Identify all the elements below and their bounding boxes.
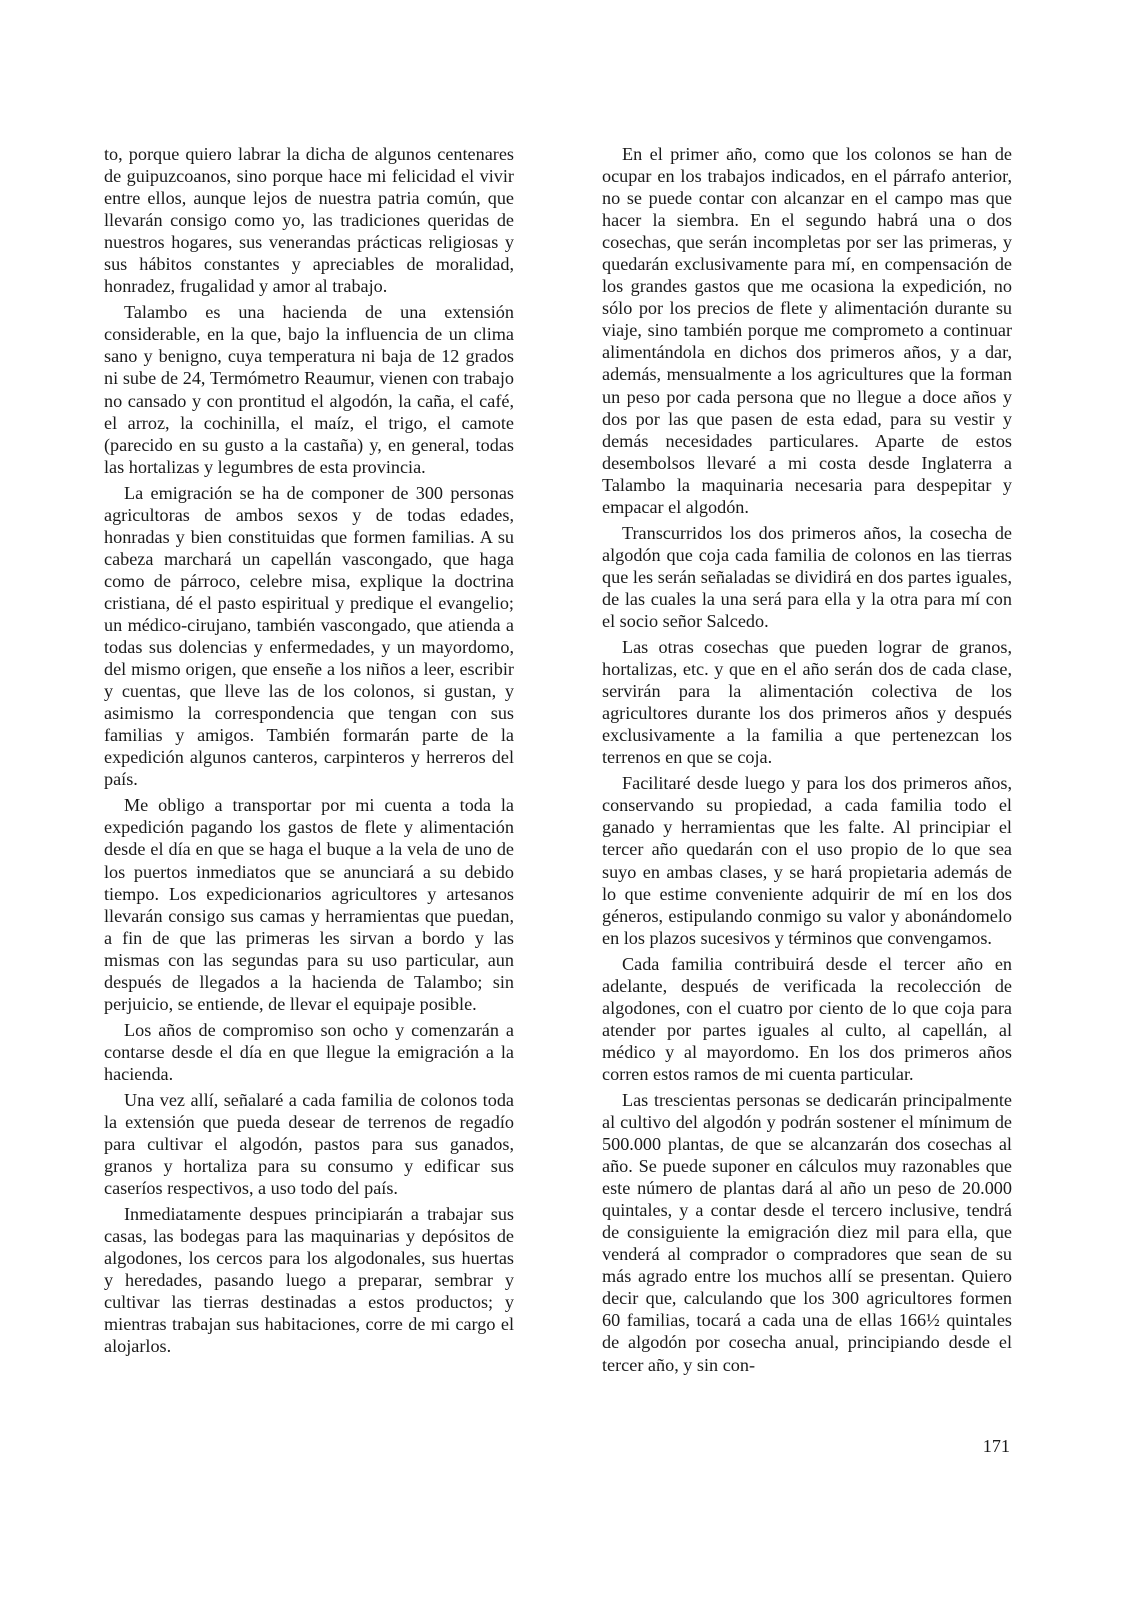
paragraph: Los años de compromiso son ocho y comenzarán a contarse desde el día en que llegue la emigración a la hacienda. <box>104 1019 514 1084</box>
paragraph: La emigración se ha de componer de 300 personas agricultoras de ambos sexos y de todas edades, honradas y bien constituidas que formen familias. A su cabeza marchará un capellán vascongado, que haga como de párroco, celebre misa, explique la doctrina cristiana, dé el pasto espiritual y predique el evangelio; un médico-cirujano, también vascongado, que atienda a todas sus dolencias y enfermedades, y un mayordomo, del mismo origen, que enseñe a los niños a leer, escribir y cuentas, que lleve las de los colonos, si gustan, y asimismo la correspondencia que tengan con sus familias y amigos. También formarán parte de la expedición algunos canteros, carpinteros y herreros del país. <box>104 482 514 790</box>
left-column <box>104 143 514 1362</box>
paragraph: Facilitaré desde luego y para los dos primeros años, conservando su propiedad, a cada familia todo el ganado y herramientas que les falte. Al principiar el tercer año quedarán con el uso propio de lo que sea suyo en ambas clases, y se hará propietaria además de lo que estime conveniente adquirir de mí en los dos géneros, estipulando conmigo su valor y abonándomelo en los plazos sucesivos y términos que convengamos. <box>602 773 1012 948</box>
paragraph: to, porque quiero labrar la dicha de algunos centenares de guipuzcoanos, sino porque hace mi felicidad el vivir entre ellos, aunque lejos de nuestra patria común, que llevarán consigo como yo, las tradiciones queridas de nuestros hogares, sus venerandas prácticas religiosas y sus hábitos constantes y apreciables de moralidad, honradez, frugalidad y amor al trabajo. <box>104 144 514 297</box>
paragraph: Transcurridos los dos primeros años, la cosecha de algodón que coja cada familia de colonos en las tierras que les serán señaladas se dividirá en dos partes iguales, de las cuales la una será para ella y la otra para mí con el socio señor Salcedo. <box>602 522 1012 631</box>
paragraph: Cada familia contribuirá desde el tercer año en adelante, después de verificada la recolección de algodones, con el cuatro por ciento de lo que coja para atender por partes iguales al culto, al capellán, al médico y al mayordomo. En los dos primeros años corren estos ramos de mi cuenta particular. <box>602 953 1012 1084</box>
paragraph: Talambo es una hacienda de una extensión considerable, en la que, bajo la influencia de un clima sano y benigno, cuya temperatura ni baja de 12 grados ni sube de 24, Termómetro Reaumur, vienen con trabajo no cansado y con prontitud el algodón, la caña, el café, el arroz, la cochinilla, el maíz, el trigo, el camote (parecido en su gusto a la castaña) y, en general, todas las hortalizas y legumbres de esta provincia. <box>104 302 514 477</box>
paragraph: Me obligo a transportar por mi cuenta a toda la expedición pagando los gastos de flete y alimentación desde el día en que se haga el buque a la vela de uno de los puertos inmediatos que se anunciará a su debido tiempo. Los expedicionarios agricultores y artesanos llevarán consigo sus camas y herramientas que puedan, a fin de que las primeras les sirvan a bordo y las mismas con las segundas para su uso particular, aun después de llegados a la hacienda de Talambo; sin perjuicio, se entiende, de llevar el equipaje posible. <box>104 795 514 1014</box>
paragraph: Una vez allí, señalaré a cada familia de colonos toda la extensión que pueda desear de terrenos de regadío para cultivar el algodón, pastos para sus ganados, granos y hortaliza para su consumo y edificar sus caseríos respectivos, a uso todo del país. <box>104 1089 514 1199</box>
paragraph: Las otras cosechas que pueden lograr de granos, hortalizas, etc. y que en el año serán dos de cada clase, servirán para la alimentación colectiva de los agricultores durante los dos primeros años y después exclusivamente a la familia a que pertenezcan los terrenos en que se coja. <box>602 637 1012 768</box>
right-column <box>602 143 1012 1380</box>
paragraph: Inmediatamente despues principiarán a trabajar sus casas, las bodegas para las maquinarias y depósitos de algodones, los cercos para los algodonales, sus huertas y heredades, pasando luego a preparar, sembrar y cultivar las tierras destinadas a estos productos; y mientras trabajan sus habitaciones, corre de mi cargo el alojarlos. <box>104 1204 514 1357</box>
paragraph: Las trescientas personas se dedicarán principalmente al cultivo del algodón y podrán sostener el mínimum de 500.000 plantas, de que se alcanzarán dos cosechas al año. Se puede suponer en cálculos muy razonables que este número de plantas dará al año un peso de 20.000 quintales, y a contar desde el tercero inclusive, tendrá de consiguiente la emigración diez mil para ella, que venderá al comprador o compradores que sean de su más agrado entre los muchos allí se presentan. Quiero decir que, calculando que los 300 agricultores formen 60 familias, tocará a cada una de ellas 166½ quintales de algodón por cosecha anual, principiando desde el tercer año, y sin con- <box>602 1089 1012 1375</box>
paragraph: En el primer año, como que los colonos se han de ocupar en los trabajos indicados, en el párrafo anterior, no se puede contar con alcanzar en el campo mas que hacer la siembra. En el segundo habrá una o dos cosechas, que serán incompletas por ser las primeras, y quedarán exclusivamente para mí, en compensación de los grandes gastos que me ocasiona la expedición, no sólo por los precios de flete y alimentación durante su viaje, sino también porque me comprometo a continuar alimentándola en dichos dos primeros años, y a dar, además, mensualmente a los agricultures que la forman un peso por cada persona que no llegue a doce años y dos por las que pasen de esta edad, para su vestir y demás necesidades particulares. Aparte de estos desembolsos llevaré a mi costa desde Inglaterra a Talambo la maquinaria necesaria para despepitar y empacar el algodón. <box>602 144 1012 517</box>
page-number: 171 <box>982 1436 1010 1456</box>
